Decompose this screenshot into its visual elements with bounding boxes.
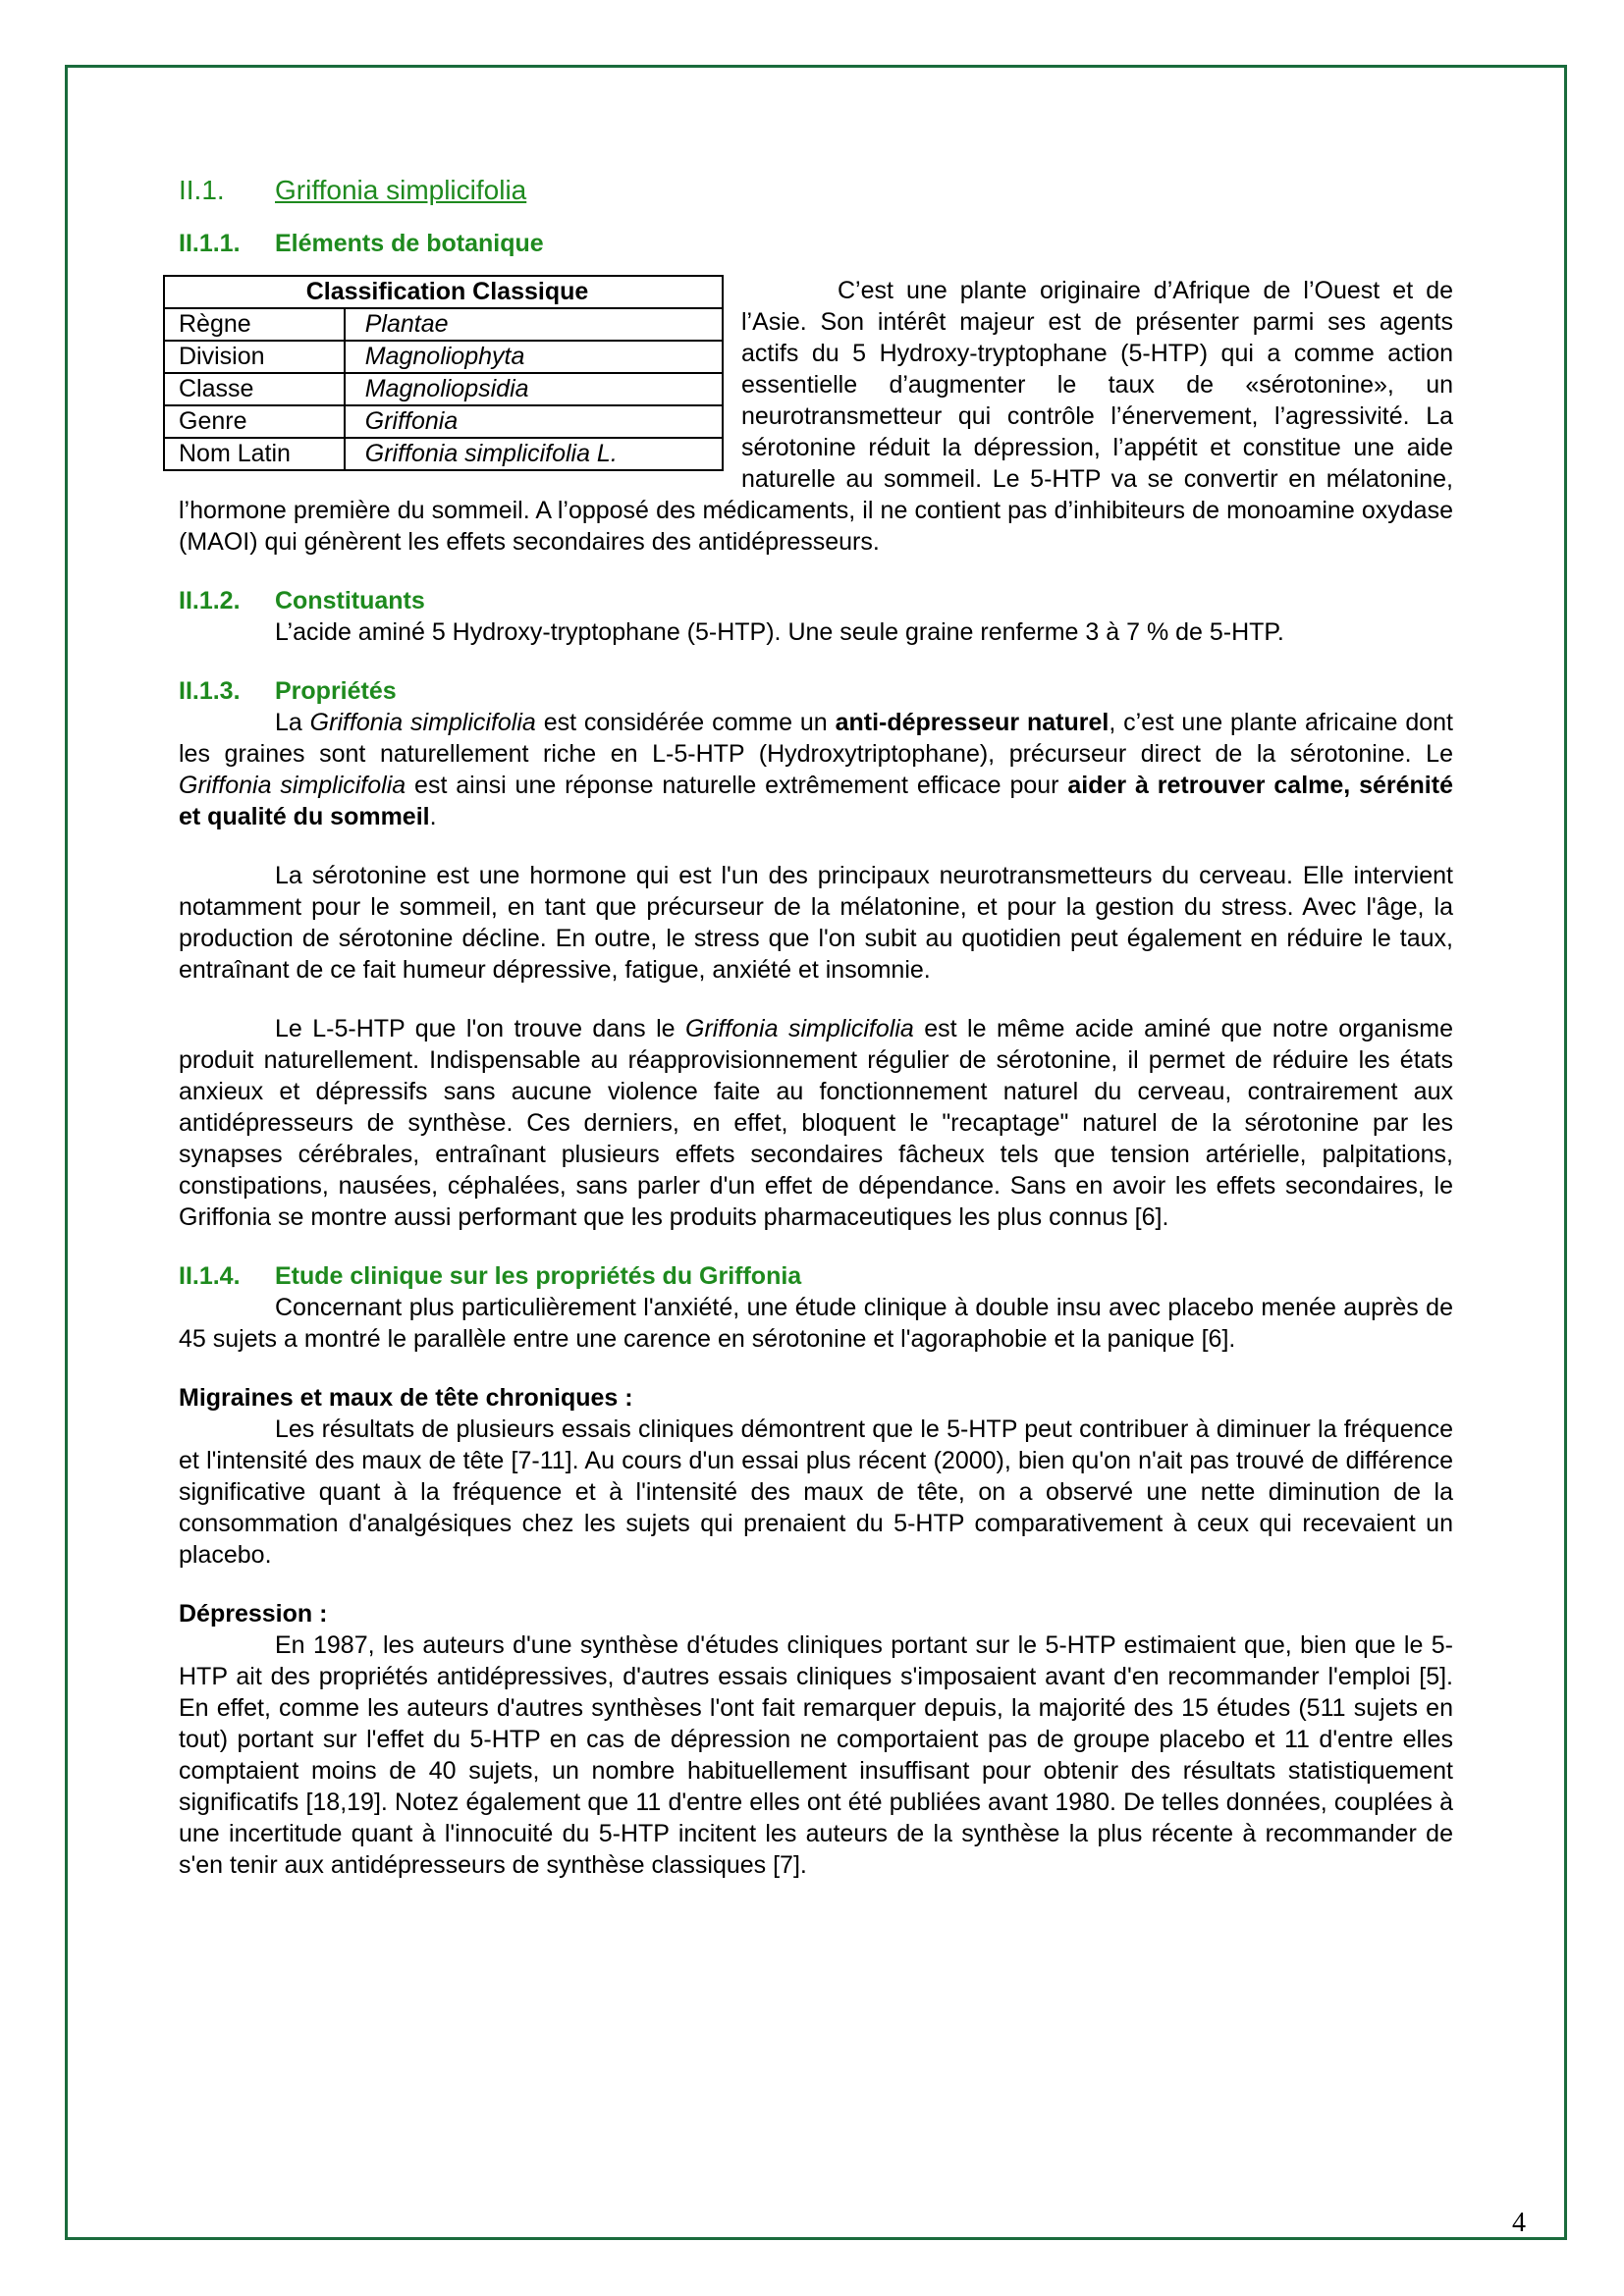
table-cell-label: Nom Latin [164,438,345,470]
classification-table-header: Classification Classique [164,276,723,308]
table-row [164,405,723,438]
table-cell-value: Plantae [345,308,723,341]
table-row [164,438,723,470]
constituants-title: Constituants [275,587,425,614]
etude-heading [179,1260,1453,1292]
proprietes-title: Propriétés [275,677,397,705]
proprietes-paragraph-1: La Griffonia simplicifolia est considérée comme un anti-dépresseur naturel, c’est une plante africaine dont les graines sont naturellement riche en L-5-HTP (Hydroxytriptophane), précurseur direct de la sérotonine. Le Griffonia simplicifolia est ainsi une réponse naturelle extrêmement efficace pour aider à retrouver calme, sérénité et qualité du sommeil. [179,709,1453,830]
etude-number: II.1.4. [179,1262,241,1290]
migraines-heading: Migraines et maux de tête chroniques : [179,1384,633,1412]
proprietes-p2-block [179,860,1453,986]
table-row [164,373,723,405]
proprietes-number: II.1.3. [179,677,241,705]
table-cell-label: Genre [164,405,345,438]
constituants-number: II.1.2. [179,587,241,614]
proprietes-p3-block [179,1013,1453,1233]
proprietes-paragraph-3: Le L-5-HTP que l'on trouve dans le Griffonia simplicifolia est le même acide aminé que notre organisme produit naturellement. Indispensable au réapprovisionnement régulier de sérotonine, il permet de réduire les états anxieux et dépressifs sans aucune violence faite au fonctionnement naturel du cerveau, contrairement aux antidépresseurs de synthèse. Ces derniers, en effet, bloquent le "recaptage" naturel de la sérotonine par les synapses cérébrales, entraînant plusieurs effets secondaires fâcheux tels que tension artérielle, palpitations, constipations, nausées, céphalées, sans parler d'un effet de dépendance. Sans en avoir les effets secondaires, le Griffonia se montre aussi performant que les produits pharmaceutiques les plus connus [6]. [179,1015,1453,1231]
proprietes-heading [179,675,1453,707]
depression-paragraph: En 1987, les auteurs d'une synthèse d'études cliniques portant sur le 5-HTP estimaient que, bien que le 5-HTP ait des propriétés antidépressives, d'autres essais cliniques s'imposaient avant d'en recommander l'emploi [5]. En effet, comme les auteurs d'autres synthèses l'ont fait remarquer depuis, la majorité des 15 études (511 sujets en tout) portant sur l'effet du 5-HTP en cas de dépression ne comportaient pas de groupe placebo et 11 d'entre elles comptaient moins de 40 sujets, un nombre habituellement insuffisant pour obtenir des résultats statistiquement significatifs [18,19]. Notez également que 11 d'entre elles ont été publiées avant 1980. De telles données, couplées à une incertitude quant à l'innocuité du 5-HTP incitent les auteurs de la synthèse la plus récente à recommander de s'en tenir aux antidépresseurs de synthèse classiques [7]. [179,1631,1453,1879]
constituants-block [179,585,1453,648]
botanique-number: II.1.1. [179,230,241,257]
migraines-block [179,1382,1453,1571]
classification-table [163,275,724,471]
constituants-heading [179,585,1453,616]
section-title: Griffonia simplicifolia [275,175,527,205]
depression-heading: Dépression : [179,1600,328,1628]
botanique-title: Eléments de botanique [275,230,544,257]
botanique-block [179,275,1453,558]
constituants-paragraph: L’acide aminé 5 Hydroxy-tryptophane (5-HTP). Une seule graine renferme 3 à 7 % de 5-HTP. [275,618,1284,646]
table-cell-value: Griffonia [345,405,723,438]
table-cell-label: Classe [164,373,345,405]
proprietes-paragraph-2: La sérotonine est une hormone qui est l'un des principaux neurotransmetteurs du cerveau. Elle intervient notamment pour le sommeil, en tant que précurseur de la mélatonine, et pour la gestion du stress. Avec l'âge, la production de sérotonine décline. En outre, le stress que l'on subit au quotidien peut également en réduire le taux, entraînant de ce fait humeur dépressive, fatigue, anxiété et insomnie. [179,862,1453,984]
etude-block [179,1260,1453,1355]
botanique-heading [179,228,1453,259]
table-row [164,341,723,373]
table-cell-value: Magnoliophyta [345,341,723,373]
depression-block [179,1598,1453,1881]
botanique-paragraph: C’est une plante originaire d’Afrique de l’Ouest et de l’Asie. Son intérêt majeur est de présenter parmi ses agents actifs du 5 Hydroxy-tryptophane (5-HTP) qui a comme action essentielle d’augmenter le taux de «sérotonine», un neurotransmetteur qui contrôle l’énervement, l’agressivité. La sérotonine réduit la dépression, l’appétit et constitue une aide naturelle au sommeil. Le 5-HTP va se convertir en mélatonine, l’hormone première du sommeil. A l’opposé des médicaments, il ne contient pas d’inhibiteurs de monoamine oxydase (MAOI) qui génèrent les effets secondaires des antidépresseurs. [179,277,1453,556]
etude-paragraph: Concernant plus particulièrement l'anxiété, une étude clinique à double insu avec placebo menée auprès de 45 sujets a montré le parallèle entre une carence en sérotonine et l'agoraphobie et la panique [6]. [179,1294,1453,1353]
table-cell-label: Division [164,341,345,373]
migraines-paragraph: Les résultats de plusieurs essais cliniques démontrent que le 5-HTP peut contribuer à diminuer la fréquence et l'intensité des maux de tête [7-11]. Au cours d'un essai plus récent (2000), bien qu'on n'ait pas trouvé de différence significative quant à la fréquence et à l'intensité des maux de tête, on a observé une nette diminution de la consommation d'analgésiques chez les sujets qui prenaient du 5-HTP comparativement à ceux qui recevaient un placebo. [179,1415,1453,1569]
proprietes-block [179,675,1453,832]
table-cell-label: Règne [164,308,345,341]
document-body [179,175,1453,1908]
page-number: 4 [1512,2208,1526,2238]
table-row [164,308,723,341]
section-heading [179,175,1453,206]
etude-title: Etude clinique sur les propriétés du Griffonia [275,1262,802,1290]
section-number: II.1. [179,175,225,205]
table-cell-value: Magnoliopsidia [345,373,723,405]
table-cell-value: Griffonia simplicifolia L. [345,438,723,470]
